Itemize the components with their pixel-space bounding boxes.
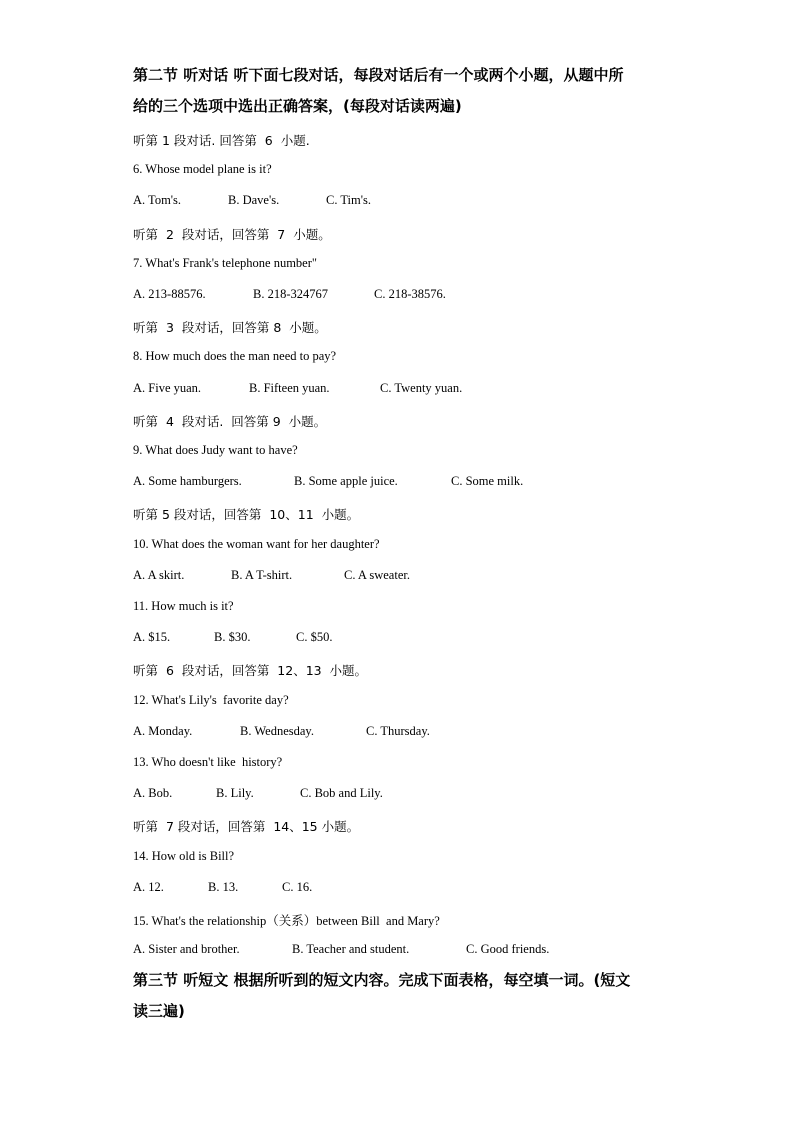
answer-option: A. 12. xyxy=(133,879,164,894)
answer-option: B. Some apple juice. xyxy=(294,474,398,489)
answer-option: C. Twenty yuan. xyxy=(380,380,463,395)
question-text: 11. How much is it? xyxy=(133,599,234,613)
answer-option: A. A skirt. xyxy=(133,567,185,582)
question-text: 7. What's Frank's telephone number" xyxy=(133,255,317,270)
answer-option: C. Thursday. xyxy=(366,723,430,738)
answer-option: C. $50. xyxy=(296,630,333,645)
question-text: 8. How much does the man need to pay? xyxy=(133,349,337,364)
section3-heading-line2: 读三遍) xyxy=(133,1002,185,1020)
question-text: 15. What's the relationship（关系）between Bill and Mary? xyxy=(133,914,440,928)
answer-option: B. A T-shirt. xyxy=(231,567,293,582)
answer-option: A. 213-88576. xyxy=(133,287,206,301)
answer-option: B. Fifteen yuan. xyxy=(249,380,330,395)
question-text: 14. How old is Bill? xyxy=(133,848,235,863)
answer-option: B. 218-324767 xyxy=(253,287,328,301)
dialogue-instruction: 听第 1 段对话. 回答第 6 小题. xyxy=(133,133,310,148)
answer-option: A. Monday. xyxy=(133,723,193,738)
question-text: 9. What does Judy want to have? xyxy=(133,443,298,457)
question-text: 10. What does the woman want for her daughter? xyxy=(133,536,380,551)
answer-option: C. Tim's. xyxy=(326,193,371,208)
answer-option: A. Tom's. xyxy=(133,193,182,208)
answer-option: B. Teacher and student. xyxy=(292,942,410,957)
answer-option: A. Some hamburgers. xyxy=(133,474,242,489)
question-text: 6. Whose model plane is it? xyxy=(133,162,272,177)
answer-option: C. 218-38576. xyxy=(374,287,446,301)
section2-heading-line1: 第二节 听对话 听下面七段对话，每段对话后有一个或两个小题，从题中所 xyxy=(133,66,624,84)
answer-option: B. $30. xyxy=(214,630,251,645)
dialogue-instruction: 听第 7 段对话，回答第 14、15 小题。 xyxy=(133,819,360,835)
answer-option: A. Bob. xyxy=(133,786,173,801)
section2-heading-line2: 给的三个选项中选出正确答案，(每段对话读两遍) xyxy=(133,97,462,115)
answer-option: C. A sweater. xyxy=(344,567,410,582)
dialogue-instruction: 听第 6 段对话，回答第 12、13 小题。 xyxy=(133,663,368,679)
dialogue-instruction: 听第 5 段对话，回答第 10、11 小题。 xyxy=(133,507,360,523)
dialogue-instruction: 听第 3 段对话，回答第 8 小题。 xyxy=(133,320,327,336)
answer-option: B. 13. xyxy=(208,879,239,894)
section3-heading-line1: 第三节 听短文 根据所听到的短文内容。完成下面表格，每空填一词。(短文 xyxy=(133,971,631,989)
answer-option: C. Some milk. xyxy=(451,474,524,489)
answer-option: C. Good friends. xyxy=(466,942,550,957)
question-text: 13. Who doesn't like history? xyxy=(133,755,283,769)
answer-option: C. 16. xyxy=(282,879,313,894)
answer-option: B. Dave's. xyxy=(228,193,280,208)
dialogue-instruction: 听第 4 段对话. 回答第 9 小题。 xyxy=(133,413,327,429)
answer-option: A. Sister and brother. xyxy=(133,942,240,957)
answer-option: C. Bob and Lily. xyxy=(300,786,383,801)
question-text: 12. What's Lily's favorite day? xyxy=(133,692,289,707)
answer-option: B. Lily. xyxy=(216,786,254,801)
dialogue-instruction: 听第 2 段对话，回答第 7 小题。 xyxy=(133,226,331,242)
answer-option: B. Wednesday. xyxy=(240,723,314,738)
answer-option: A. $15. xyxy=(133,630,171,645)
answer-option: A. Five yuan. xyxy=(133,380,202,395)
